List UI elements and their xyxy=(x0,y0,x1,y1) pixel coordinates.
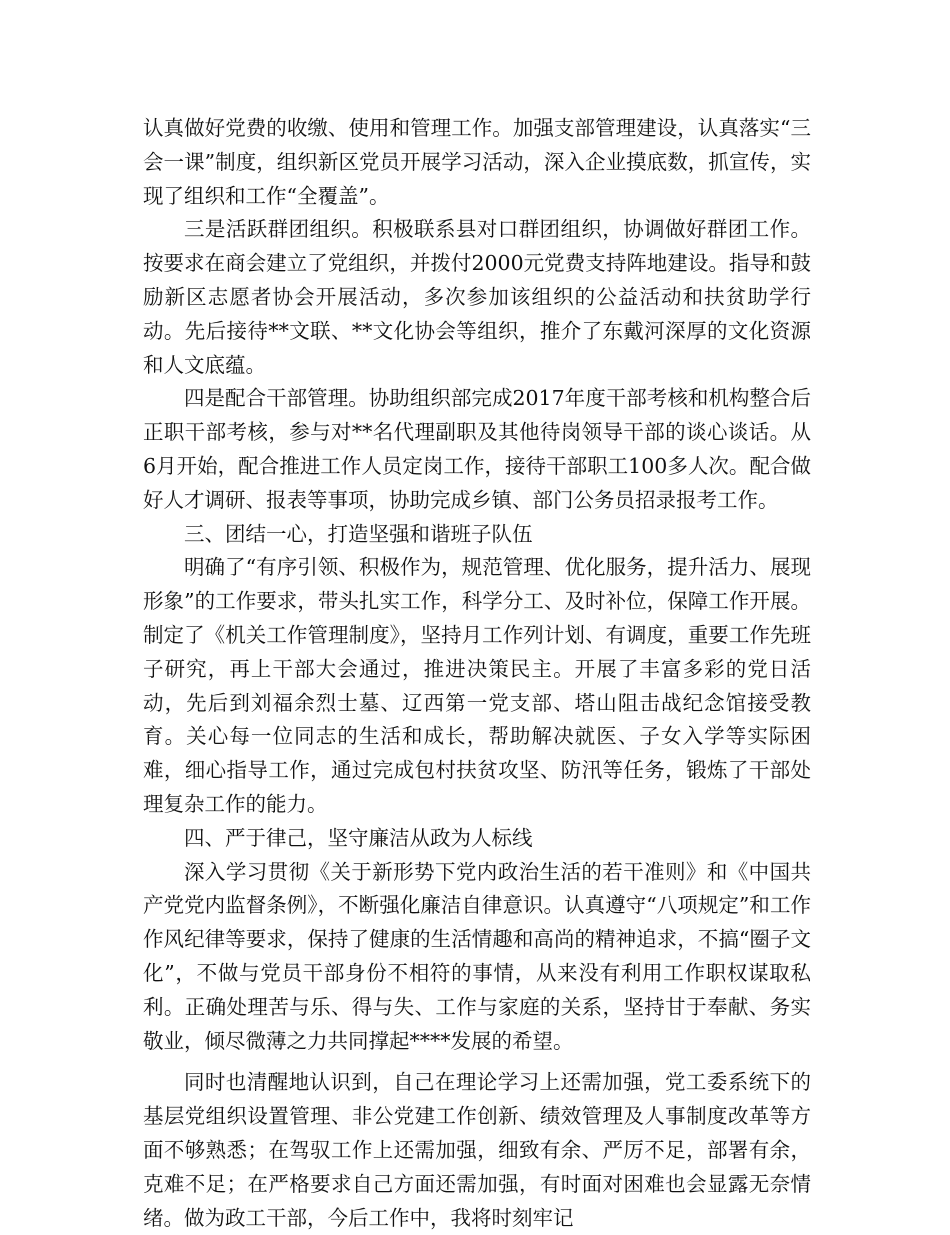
paragraph-shortcomings: 同时也清醒地认识到，自己在理论学习上还需加强，党工委系统下的基层党组织设置管理、非公党建工作创新、绩效管理及人事制度改革等方面不够熟悉；在驾驭工作上还需加强，细致有余、严厉不足，部署有余，克难不足；在严格要求自己方面还需加强，有时面对困难也会显露无奈情绪。做为政工干部，今后工作中，我将时刻牢记 xyxy=(143,1070,811,1230)
document-page xyxy=(143,112,811,1235)
paragraph-party-fee: 认真做好党费的收缴、使用和管理工作。加强支部管理建设，认真落实“三会一课”制度，组织新区党员开展学习活动，深入企业摸底数，抓宣传，实现了组织和工作“全覆盖”。 xyxy=(143,116,811,208)
paragraph-mass-organizations: 三是活跃群团组织。积极联系县对口群团组织，协调做好群团工作。按要求在商会建立了党组织，并拨付2000元党费支持阵地建设。指导和鼓励新区志愿者协会开展活动，多次参加该组织的公益活动和扶贫助学行动。先后接待**文联、**文化协会等组织，推介了东戴河深厚的文化资源和人文底蕴。 xyxy=(143,217,811,377)
paragraph-integrity: 深入学习贯彻《关于新形势下党内政治生活的若干准则》和《中国共产党党内监督条例》，不断强化廉洁自律意识。认真遵守“八项规定”和工作作风纪律等要求，保持了健康的生活情趣和高尚的精神追求，不搞“圈子文化”，不做与党员干部身份不相符的事情，从来没有利用工作职权谋取私利。正确处理苦与乐、得与失、工作与家庭的关系，坚持甘于奉献、务实敬业，倾尽微薄之力共同撑起****发展的希望。 xyxy=(143,859,811,1053)
paragraph-cadre-management: 四是配合干部管理。协助组织部完成2017年度干部考核和机构整合后正职干部考核，参与对**名代理副职及其他待岗领导干部的谈心谈话。从6月开始，配合推进工作人员定岗工作，接待干部职工100多人次。配合做好人才调研、报表等事项，协助完成乡镇、部门公务员招录报考工作。 xyxy=(143,386,811,512)
section-heading-integrity: 四、严于律己，坚守廉洁从政为人标线 xyxy=(184,825,533,850)
section-heading-unity: 三、团结一心，打造坚强和谐班子队伍 xyxy=(184,521,533,546)
paragraph-team-building: 明确了“有序引领、积极作为，规范管理、优化服务，提升活力、展现形象”的工作要求，带头扎实工作，科学分工、及时补位，保障工作开展。制定了《机关工作管理制度》，坚持月工作列计划、有调度，重要工作先班子研究，再上干部大会通过，推进决策民主。开展了丰富多彩的党日活动，先后到刘福余烈士墓、辽西第一党支部、塔山阻击战纪念馆接受教育。关心每一位同志的生活和成长，帮助解决就医、子女入学等实际困难，细心指导工作，通过完成包村扶贫攻坚、防汛等任务，锻炼了干部处理复杂工作的能力。 xyxy=(143,555,811,816)
